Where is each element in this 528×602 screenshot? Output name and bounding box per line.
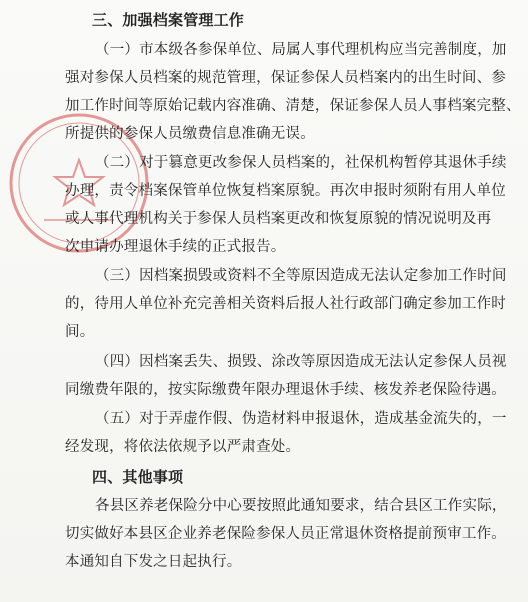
text-line: 所提供的参保人员缴费信息准确无误。 — [65, 126, 315, 142]
text-line: 间。 — [65, 324, 95, 340]
text-line: （一）市本级各参保单位、局属人事代理机构应当完善制度，加 — [95, 42, 507, 58]
text-line: 强对参保人员档案的规范管理，保证参保人员档案内的出生时间、参 — [65, 70, 506, 86]
section-heading: 四、其他事项 — [92, 468, 184, 486]
text-line: （二）对于篡意更改参保人员档案的，社保机构暂停其退休手续 — [95, 155, 507, 171]
text-line: （四）因档案丢失、损毁、涂改等原因造成无法认定参保人员视 — [95, 354, 507, 370]
text-line: 办理，责令档案保管单位恢复档案原貌。再次申报时须附有用人单位 — [65, 183, 506, 199]
text-line: （五）对于弄虚作假、伪造材料申报退休，造成基金流失的，一 — [95, 411, 507, 427]
text-line: 或人事代理机构关于参保人员档案更改和恢复原貌的情况说明及再 — [65, 211, 492, 227]
text-line: 本通知自下发之日起执行。 — [65, 554, 242, 570]
section-heading: 三、加强档案管理工作 — [92, 11, 245, 29]
text-line: （三）因档案损毁或资料不全等原因造成无法认定参加工作时间 — [95, 268, 507, 284]
text-line: 经发现，将依法依规予以严肃查处。 — [65, 439, 301, 455]
text-line: 的，待用人单位补充完善相关资料后报人社行政部门确定参加工作时 — [65, 296, 506, 312]
text-line: 次申请办理退休手续的正式报告。 — [65, 239, 286, 255]
text-line: 同缴费年限的，按实际缴费年限办理退休手续、核发养老保险待遇。 — [65, 382, 506, 398]
text-line: 各县区养老保险分中心要按照此通知要求，结合县区工作实际， — [95, 498, 507, 514]
text-line: 切实做好本县区企业养老保险参保人员正常退休资格提前预审工作。 — [65, 526, 506, 542]
text-line: 加工作时间等原始记载内容准确、清楚，保证参保人员人事档案完整、 — [65, 98, 521, 114]
